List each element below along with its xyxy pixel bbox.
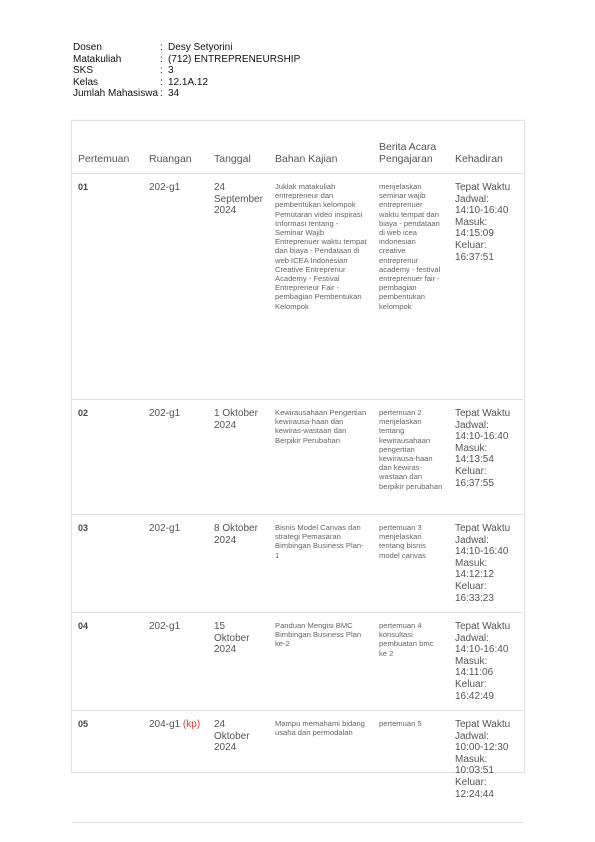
course-info: [73, 42, 300, 100]
attendance-masuk: Masuk: 14:11:06: [455, 655, 494, 679]
table-row: [72, 400, 523, 515]
attendance-keluar: Keluar: 16:37:51: [455, 239, 494, 263]
info-value: (712) ENTREPRENEURSHIP: [168, 53, 301, 65]
cell-bahan-kajian: Juklak matakuliah entrepreneur dan pembentukan kelompok Pemutaran video inspirasi Informasi tentang - Seminar Wajib Entreprenuer waktu tempat dan biaya - Pendataan di web ICEA Indonesian Creative Entreprenur Academy - Festival Entrepreneur Fair - pembagian Pembentukan Kelompok: [269, 174, 373, 400]
info-row-jumlah-mahasiswa: [73, 88, 300, 100]
attendance-keluar: Keluar: 16:42:49: [455, 678, 494, 702]
cell-pertemuan: 01: [72, 174, 143, 400]
cell-kehadiran: [449, 400, 523, 515]
attendance-jadwal: Jadwal: 14:10-16:40: [455, 632, 509, 656]
table-row: [72, 174, 523, 400]
table-row: [72, 711, 523, 823]
info-separator: :: [160, 76, 163, 88]
cell-pertemuan: 02: [72, 400, 143, 515]
room-name: 202-g1: [149, 182, 181, 193]
header-kehadiran: Kehadiran: [449, 121, 523, 174]
info-label: Jumlah Mahasiswa: [73, 88, 159, 100]
attendance-status: Tepat Waktu: [455, 719, 511, 730]
header-bahan-kajian: Bahan Kajian: [269, 121, 373, 174]
info-label: Kelas: [73, 76, 99, 88]
cell-berita-acara: pertemuan 3 menjelaskan tentang bisnis model canvas: [373, 515, 449, 613]
kp-marker: (kp): [182, 719, 201, 730]
room-name: 202-g1: [149, 523, 181, 534]
cell-kehadiran: [449, 174, 523, 400]
attendance-jadwal: Jadwal: 14:10-16:40: [455, 419, 509, 443]
cell-pertemuan: 05: [72, 711, 143, 823]
cell-bahan-kajian: Bisnis Model Canvas dan strategi Pemasaran Bimbingan Business Plan-1: [269, 515, 373, 613]
cell-tanggal: 24 Oktober 2024: [208, 711, 269, 823]
table-row: [72, 515, 523, 613]
info-value: Desy Setyorini: [168, 42, 233, 53]
cell-kehadiran: [449, 711, 523, 823]
cell-kehadiran: [449, 515, 523, 613]
attendance-masuk: Masuk: 10:03:51: [455, 753, 494, 777]
cell-ruangan: [143, 711, 208, 823]
cell-bahan-kajian: Kewirausahaan Pengertian kewirausa-haan dan kewiras-wastaan dan Berpikir Perubahan: [269, 400, 373, 515]
attendance-jadwal: Jadwal: 10:00-12:30: [455, 730, 509, 754]
cell-ruangan: [143, 174, 208, 400]
cell-pertemuan: 04: [72, 613, 143, 711]
attendance-status: Tepat Waktu: [455, 523, 511, 534]
info-value: 12.1A.12: [168, 76, 209, 88]
info-row-dosen: [73, 42, 300, 54]
cell-pertemuan: 03: [72, 515, 143, 613]
info-row-kelas: [73, 77, 300, 89]
attendance-status: Tepat Waktu: [455, 182, 511, 193]
attendance-status: Tepat Waktu: [455, 621, 511, 632]
cell-kehadiran: [449, 613, 523, 711]
info-label: SKS: [73, 65, 94, 77]
attendance-masuk: Masuk: 14:13:54: [455, 442, 494, 466]
attendance-keluar: Keluar: 12:24:44: [455, 776, 494, 800]
attendance-keluar: Keluar: 16:37:55: [455, 465, 494, 489]
info-row-matakuliah: [73, 54, 300, 66]
room-name: 202-g1: [149, 408, 181, 419]
info-value: 34: [168, 88, 180, 100]
cell-berita-acara: menjelaskan seminar wajib entreprenuer waktu tempat dan biaya - pendataan di web icea indonesian creative entreprenur academy - festival entreprenuer fair - pembagian pembentukan kelompok: [373, 174, 449, 400]
header-tanggal: Tanggal: [208, 121, 269, 174]
cell-berita-acara: pertemuan 4 konsultasi pembuatan bmc ke 2: [373, 613, 449, 711]
attendance-masuk: Masuk: 14:12:12: [455, 557, 494, 581]
attendance-masuk: Masuk: 14:15:09: [455, 216, 494, 240]
attendance-jadwal: Jadwal: 14:10-16:40: [455, 534, 509, 558]
cell-ruangan: [143, 400, 208, 515]
attendance-table: [72, 121, 523, 823]
info-separator: :: [160, 42, 163, 53]
header-pertemuan: Pertemuan: [72, 121, 143, 174]
header-berita-acara: Berita Acara Pengajaran: [373, 121, 449, 174]
attendance-status: Tepat Waktu: [455, 408, 511, 419]
attendance-jadwal: Jadwal: 14:10-16:40: [455, 193, 509, 217]
cell-tanggal: 15 Oktober 2024: [208, 613, 269, 711]
cell-bahan-kajian: Panduan Mengisi BMC Bimbingan Business Plan ke-2: [269, 613, 373, 711]
cell-berita-acara: pertemuan 2 menjelaskan tentang kewirausahaan pengertian kewirausa-haan dan kewiras-wastaan dan berpikir perubahan: [373, 400, 449, 515]
info-label: Matakuliah: [73, 53, 122, 65]
room-name: 202-g1: [149, 621, 181, 632]
cell-tanggal: 24 September 2024: [208, 174, 269, 400]
header-ruangan: Ruangan: [143, 121, 208, 174]
room-name: 204-g1: [149, 719, 181, 730]
info-separator: :: [160, 53, 163, 65]
cell-bahan-kajian: Mampu memahami bidang usaha dan permodalan: [269, 711, 373, 823]
cell-tanggal: 8 Oktober 2024: [208, 515, 269, 613]
cell-berita-acara: pertemuan 5: [373, 711, 449, 823]
info-label: Dosen: [73, 42, 102, 53]
table-header-row: [72, 121, 523, 174]
attendance-keluar: Keluar: 16:33:23: [455, 580, 494, 604]
cell-ruangan: [143, 613, 208, 711]
cell-tanggal: 1 Oktober 2024: [208, 400, 269, 515]
info-row-sks: [73, 65, 300, 77]
info-separator: :: [160, 65, 163, 77]
info-separator: :: [160, 88, 163, 100]
table-row: [72, 613, 523, 711]
info-value: 3: [168, 65, 174, 77]
cell-ruangan: [143, 515, 208, 613]
